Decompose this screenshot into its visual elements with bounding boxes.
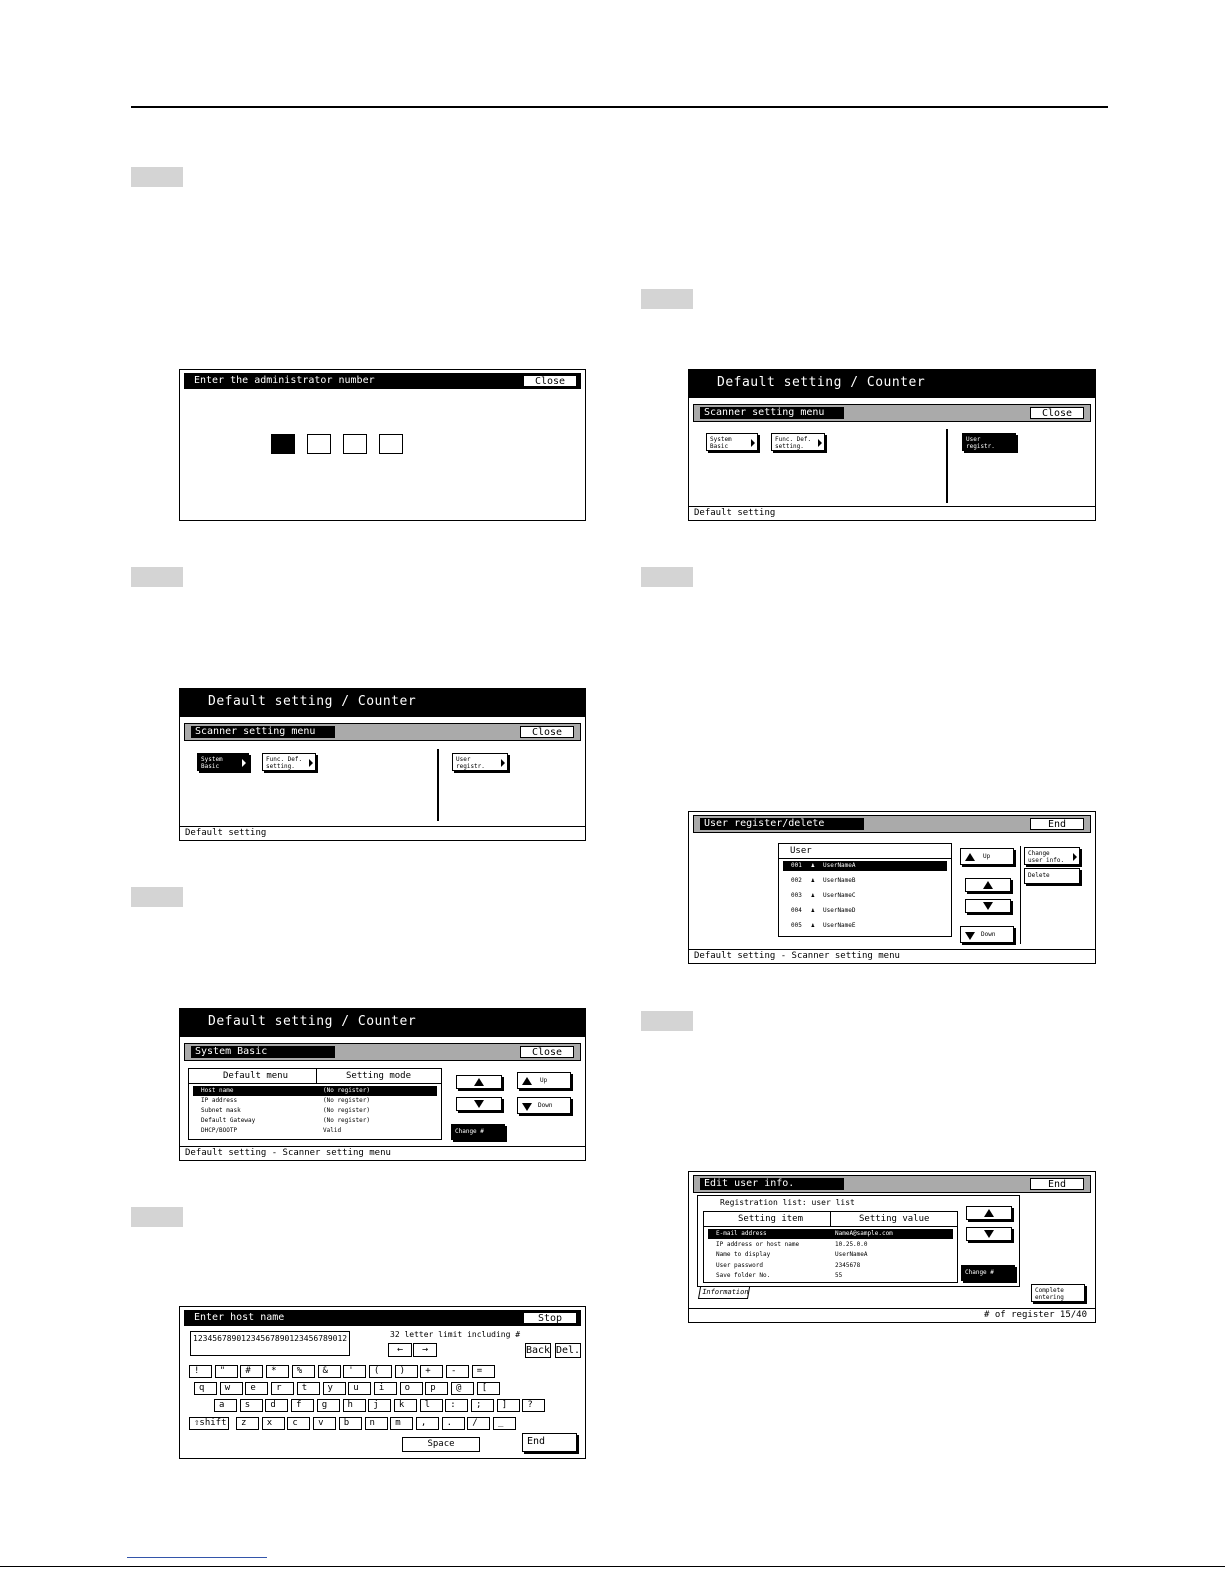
change-number-button[interactable]: Change # bbox=[961, 1265, 1015, 1281]
panel-bar bbox=[693, 1175, 1091, 1193]
keyboard-key[interactable]: , bbox=[416, 1417, 439, 1430]
scroll-down-button[interactable] bbox=[966, 1227, 1012, 1241]
button-label: Complete bbox=[1035, 1287, 1064, 1294]
table-row[interactable] bbox=[193, 1116, 437, 1126]
panel-subtitle: Registration list: user list bbox=[720, 1198, 855, 1207]
setting-item: Name to display bbox=[716, 1251, 771, 1258]
keyboard-key[interactable]: ; bbox=[471, 1399, 494, 1412]
keyboard-key[interactable]: + bbox=[420, 1365, 443, 1378]
status-bar: Default setting bbox=[180, 826, 585, 840]
arrow-right-icon bbox=[309, 759, 313, 767]
person-icon: ♟ bbox=[811, 922, 815, 929]
keyboard-key[interactable]: m bbox=[390, 1417, 413, 1430]
keyboard-key[interactable]: k bbox=[394, 1399, 417, 1412]
table-row[interactable] bbox=[193, 1086, 437, 1096]
column-header: Setting value bbox=[859, 1214, 930, 1224]
end-button[interactable]: End bbox=[1030, 1178, 1084, 1190]
button-label: Up bbox=[983, 853, 991, 860]
keyboard-key[interactable]: ( bbox=[369, 1365, 392, 1378]
user-name: UserNameC bbox=[823, 892, 856, 899]
space-key[interactable]: Space bbox=[402, 1437, 480, 1452]
page-down-button[interactable] bbox=[960, 926, 1014, 943]
keyboard-key[interactable]: _ bbox=[493, 1417, 516, 1430]
person-icon: ♟ bbox=[811, 892, 815, 899]
list-item[interactable] bbox=[783, 906, 947, 916]
keyboard-key[interactable]: [ bbox=[477, 1382, 500, 1395]
user-registr-button[interactable] bbox=[452, 753, 508, 771]
settings-table bbox=[188, 1068, 442, 1140]
setting-item: Subnet mask bbox=[201, 1107, 241, 1114]
arrow-right-icon bbox=[501, 759, 505, 767]
change-user-info-button[interactable] bbox=[1024, 847, 1080, 865]
table-row[interactable] bbox=[193, 1106, 437, 1116]
keyboard-key[interactable]: i bbox=[374, 1382, 397, 1395]
button-label: setting. bbox=[775, 443, 804, 450]
keyboard-key[interactable]: f bbox=[291, 1399, 314, 1412]
step-tag bbox=[131, 567, 183, 587]
keyboard-key[interactable]: / bbox=[467, 1417, 490, 1430]
divider bbox=[946, 429, 948, 503]
close-button[interactable]: Close bbox=[520, 1046, 574, 1058]
scroll-up-button[interactable] bbox=[965, 878, 1011, 892]
panel-title: User register/delete bbox=[700, 818, 864, 830]
arrow-right-icon bbox=[818, 439, 822, 447]
arrow-up-icon bbox=[983, 881, 993, 889]
list-item[interactable] bbox=[783, 876, 947, 886]
keyboard-key[interactable]: x bbox=[262, 1417, 285, 1430]
button-label: Func. Def. bbox=[775, 436, 812, 443]
keyboard-key[interactable]: z bbox=[236, 1417, 259, 1430]
user-registr-button[interactable] bbox=[962, 433, 1016, 451]
keyboard-key[interactable]: c bbox=[287, 1417, 310, 1430]
end-button[interactable]: End bbox=[522, 1433, 577, 1452]
settings-table bbox=[703, 1211, 958, 1283]
person-icon: ♟ bbox=[811, 877, 815, 884]
person-icon: ♟ bbox=[811, 907, 815, 914]
button-label: Down bbox=[981, 931, 996, 938]
arrow-down-icon bbox=[522, 1103, 532, 1111]
button-label: User bbox=[966, 436, 981, 443]
setting-value: 55 bbox=[835, 1272, 843, 1279]
panel-bar bbox=[693, 404, 1091, 422]
setting-item: Host name bbox=[201, 1087, 234, 1094]
scroll-up-button[interactable] bbox=[456, 1075, 502, 1089]
setting-value: 10.25.0.0 bbox=[835, 1240, 868, 1248]
page-down-button[interactable] bbox=[517, 1097, 571, 1114]
scroll-down-button[interactable] bbox=[965, 899, 1011, 913]
user-name: UserNameE bbox=[823, 922, 856, 929]
user-list bbox=[778, 843, 952, 937]
arrow-up-icon bbox=[474, 1078, 484, 1086]
pin-digit-1 bbox=[271, 434, 295, 454]
user-number: 003 bbox=[791, 892, 802, 899]
user-number: 005 bbox=[791, 922, 802, 929]
end-button[interactable]: End bbox=[1030, 818, 1084, 830]
screen-header: Default setting / Counter bbox=[180, 1009, 585, 1037]
keyboard-key[interactable]: o bbox=[400, 1382, 423, 1395]
scroll-up-button[interactable] bbox=[966, 1206, 1012, 1220]
keyboard-key[interactable]: w bbox=[220, 1382, 243, 1395]
user-number: 002 bbox=[791, 877, 802, 884]
table-row[interactable] bbox=[708, 1229, 953, 1239]
keyboard-key[interactable]: ' bbox=[343, 1365, 366, 1378]
step-tag bbox=[131, 887, 183, 907]
screen-header: Default setting / Counter bbox=[689, 370, 1095, 398]
divider bbox=[437, 749, 439, 821]
user-name: UserNameD bbox=[823, 907, 856, 914]
panel-title: System Basic bbox=[191, 1046, 335, 1058]
scanner-menu-screen bbox=[179, 688, 586, 841]
arrow-up-icon bbox=[965, 853, 975, 861]
keyboard-key[interactable]: r bbox=[271, 1382, 294, 1395]
keyboard-key[interactable]: a bbox=[214, 1399, 237, 1412]
registration-panel bbox=[697, 1195, 1020, 1287]
keyboard-key[interactable]: u bbox=[348, 1382, 371, 1395]
user-name: UserNameB bbox=[823, 877, 856, 884]
keyboard-key[interactable]: n bbox=[365, 1417, 388, 1430]
table-row[interactable] bbox=[708, 1240, 953, 1250]
keyboard-key[interactable]: t bbox=[297, 1382, 320, 1395]
keyboard-key[interactable]: ? bbox=[522, 1399, 545, 1412]
status-bar: Default setting - Scanner setting menu bbox=[689, 949, 1095, 963]
keyboard-key[interactable]: = bbox=[472, 1365, 495, 1378]
button-label: registr. bbox=[456, 763, 485, 770]
table-row[interactable] bbox=[708, 1250, 953, 1260]
table-header bbox=[704, 1212, 957, 1227]
status-bar: # of register 15/40 bbox=[689, 1308, 1095, 1322]
host-name-screen bbox=[179, 1306, 586, 1459]
admin-title: Enter the administrator number bbox=[184, 373, 581, 389]
back-button[interactable]: Back bbox=[526, 1345, 551, 1356]
keyboard-key[interactable]: # bbox=[240, 1365, 263, 1378]
step-tag bbox=[641, 1011, 693, 1031]
step-tag bbox=[131, 167, 183, 187]
setting-value: (No register) bbox=[323, 1097, 370, 1104]
stop-button[interactable]: Stop bbox=[523, 1312, 577, 1324]
button-label: System bbox=[710, 436, 732, 443]
pin-digit-3 bbox=[343, 434, 367, 454]
button-label: Down bbox=[538, 1102, 553, 1109]
system-basic-button[interactable] bbox=[706, 433, 758, 451]
close-button[interactable]: Close bbox=[523, 375, 577, 387]
keyboard-key[interactable]: : bbox=[445, 1399, 468, 1412]
keyboard-key[interactable]: h bbox=[343, 1399, 366, 1412]
keyboard-key[interactable]: j bbox=[368, 1399, 391, 1412]
arrow-down-icon bbox=[474, 1100, 484, 1108]
setting-value: NameA@sample.com bbox=[835, 1230, 893, 1237]
keyboard-key[interactable]: v bbox=[313, 1417, 336, 1430]
person-icon: ♟ bbox=[811, 862, 815, 869]
step-tag bbox=[641, 567, 693, 587]
arrow-down-icon bbox=[965, 932, 975, 940]
arrow-up-icon bbox=[984, 1209, 994, 1217]
limit-note: 32 letter limit including # bbox=[390, 1330, 521, 1339]
button-label: Change bbox=[1028, 850, 1050, 857]
panel-title: Edit user info. bbox=[700, 1178, 844, 1190]
panel-title: Scanner setting menu bbox=[700, 407, 844, 419]
panel-bar bbox=[693, 815, 1091, 833]
table-row[interactable] bbox=[708, 1261, 953, 1271]
setting-item: IP address bbox=[201, 1097, 238, 1104]
panel-title: Scanner setting menu bbox=[191, 726, 335, 738]
pin-digit-4 bbox=[379, 434, 403, 454]
list-header: User bbox=[779, 844, 951, 859]
status-bar: Default setting - Scanner setting menu bbox=[180, 1146, 585, 1160]
screen-header: Default setting / Counter bbox=[180, 689, 585, 717]
keyboard-key[interactable]: . bbox=[442, 1417, 465, 1430]
table-row[interactable] bbox=[193, 1096, 437, 1106]
setting-item: E-mail address bbox=[716, 1230, 767, 1237]
table-row[interactable] bbox=[708, 1271, 953, 1281]
column-header: Setting item bbox=[738, 1214, 804, 1224]
button-label: User bbox=[456, 756, 471, 763]
func-def-setting-button[interactable] bbox=[262, 753, 316, 771]
func-def-setting-button[interactable] bbox=[771, 433, 825, 451]
button-label: Func. Def. bbox=[266, 756, 303, 763]
button-label: Up bbox=[540, 1077, 548, 1084]
button-label: Basic bbox=[710, 443, 729, 450]
list-item[interactable] bbox=[783, 861, 947, 871]
setting-item: Save folder No. bbox=[716, 1272, 771, 1279]
change-number-button[interactable]: Change # bbox=[451, 1124, 505, 1140]
keyboard-key[interactable]: @ bbox=[451, 1382, 474, 1395]
setting-value: (No register) bbox=[323, 1087, 370, 1094]
setting-item: IP address or host name bbox=[716, 1240, 800, 1248]
tab-information[interactable]: Information bbox=[698, 1287, 750, 1299]
arrow-down-icon bbox=[983, 902, 993, 910]
shift-icon: ⇧ bbox=[194, 1418, 200, 1428]
keyboard-key[interactable]: b bbox=[339, 1417, 362, 1430]
footer-rule bbox=[0, 1566, 1225, 1567]
button-label: Basic bbox=[201, 763, 220, 770]
footer-link-line bbox=[127, 1557, 267, 1558]
arrow-up-icon bbox=[522, 1077, 532, 1085]
keyboard-key[interactable]: e bbox=[245, 1382, 268, 1395]
setting-value: (No register) bbox=[323, 1117, 370, 1124]
button-label: setting. bbox=[266, 763, 295, 770]
keyboard-key[interactable]: ! bbox=[189, 1365, 212, 1378]
admin-number-screen bbox=[179, 369, 586, 521]
host-name-title: Enter host name bbox=[184, 1310, 581, 1326]
keyboard-key[interactable]: " bbox=[215, 1365, 238, 1378]
keyboard-key[interactable]: - bbox=[446, 1365, 469, 1378]
status-bar: Default setting bbox=[689, 506, 1095, 520]
column-header: Default menu bbox=[223, 1071, 289, 1081]
key-label: shift bbox=[199, 1418, 227, 1428]
scanner-menu-screen bbox=[688, 369, 1096, 521]
keyboard-key[interactable]: y bbox=[323, 1382, 346, 1395]
button-label: entering bbox=[1035, 1294, 1064, 1301]
page-up-button[interactable] bbox=[960, 848, 1014, 865]
shift-key[interactable] bbox=[189, 1417, 229, 1430]
user-register-screen bbox=[688, 811, 1096, 964]
user-name: UserNameA bbox=[823, 862, 856, 869]
host-name-input[interactable]: 12345678901234567890123456789012 bbox=[190, 1331, 350, 1356]
setting-item: DHCP/BOOTP bbox=[201, 1127, 238, 1134]
header-rule bbox=[131, 106, 1108, 108]
table-header bbox=[189, 1069, 441, 1084]
setting-value: UserNameA bbox=[835, 1251, 868, 1258]
arrow-right-icon bbox=[242, 759, 246, 767]
scroll-down-button[interactable] bbox=[456, 1097, 502, 1111]
setting-item: Default Gateway bbox=[201, 1117, 256, 1124]
user-number: 001 bbox=[791, 862, 802, 869]
table-row[interactable] bbox=[193, 1126, 437, 1136]
button-label: System bbox=[201, 756, 223, 763]
list-item[interactable] bbox=[783, 891, 947, 901]
button-label: registr. bbox=[966, 443, 995, 450]
keyboard-key[interactable]: d bbox=[265, 1399, 288, 1412]
arrow-right-icon bbox=[1073, 853, 1077, 861]
keyboard-key[interactable]: % bbox=[292, 1365, 315, 1378]
close-button[interactable]: Close bbox=[1030, 407, 1084, 419]
step-tag bbox=[641, 289, 693, 309]
delete-button[interactable]: Delete bbox=[1024, 868, 1080, 884]
arrow-down-icon bbox=[984, 1230, 994, 1238]
divider bbox=[1020, 846, 1021, 944]
page-up-button[interactable] bbox=[517, 1072, 571, 1089]
keyboard-key[interactable]: * bbox=[266, 1365, 289, 1378]
cursor-right-button[interactable]: → bbox=[413, 1343, 437, 1357]
setting-item: User password bbox=[716, 1261, 763, 1269]
pin-digit-2 bbox=[307, 434, 331, 454]
user-number: 004 bbox=[791, 907, 802, 914]
system-basic-screen bbox=[179, 1008, 586, 1161]
keyboard-key[interactable]: g bbox=[317, 1399, 340, 1412]
panel-bar bbox=[184, 1043, 581, 1061]
setting-value: (No register) bbox=[323, 1107, 370, 1114]
edit-user-screen bbox=[688, 1171, 1096, 1323]
column-header: Setting mode bbox=[346, 1071, 412, 1081]
keyboard-key[interactable]: & bbox=[318, 1365, 341, 1378]
keyboard-key[interactable]: ] bbox=[497, 1399, 520, 1412]
setting-value: Valid bbox=[323, 1127, 342, 1134]
button-label: user info. bbox=[1028, 857, 1065, 864]
system-basic-button[interactable] bbox=[197, 753, 249, 771]
keyboard-key[interactable]: q bbox=[194, 1382, 217, 1395]
arrow-right-icon bbox=[751, 439, 755, 447]
setting-value: 2345678 bbox=[835, 1261, 861, 1269]
keyboard-key[interactable]: ) bbox=[395, 1365, 418, 1378]
complete-entering-button[interactable] bbox=[1031, 1284, 1085, 1302]
step-tag bbox=[131, 1207, 183, 1227]
delete-button[interactable]: Del. bbox=[556, 1345, 581, 1356]
cursor-left-button[interactable]: ← bbox=[388, 1343, 412, 1357]
list-item[interactable] bbox=[783, 921, 947, 931]
panel-bar bbox=[184, 723, 581, 741]
keyboard-key[interactable]: l bbox=[420, 1399, 443, 1412]
keyboard-key[interactable]: s bbox=[240, 1399, 263, 1412]
close-button[interactable]: Close bbox=[520, 726, 574, 738]
keyboard-key[interactable]: p bbox=[425, 1382, 448, 1395]
